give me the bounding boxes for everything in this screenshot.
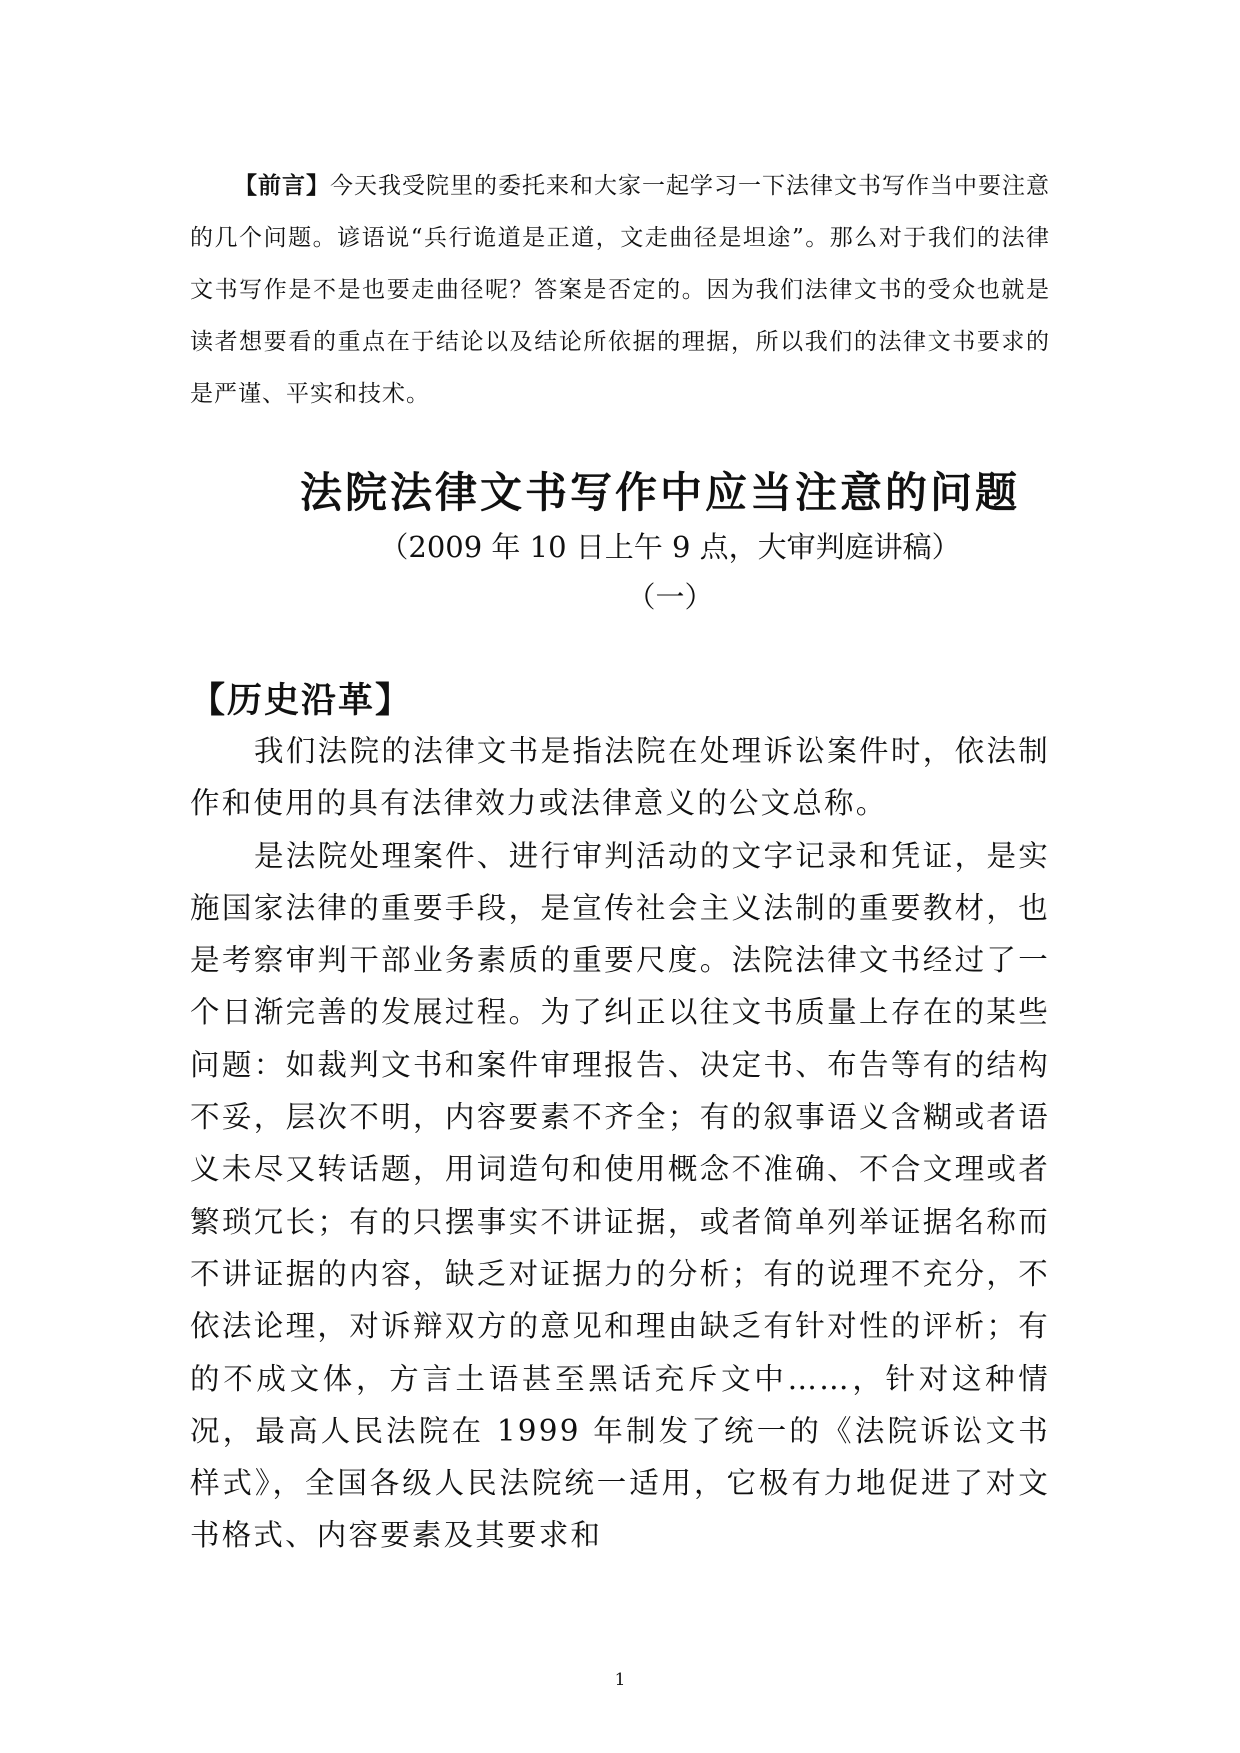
preface-tag: 【前言】	[234, 172, 330, 199]
part-number: （一）	[626, 580, 714, 614]
body-paragraph: 我们法院的法律文书是指法院在处理诉讼案件时，依法制作和使用的具有法律效力或法律意义的公文总称。	[190, 734, 1050, 821]
page-number: 1	[614, 1670, 626, 1690]
document-title: 法院法律文书写作中应当注意的问题	[299, 468, 1020, 517]
body-paragraph: 是法院处理案件、进行审判活动的文字记录和凭证，是实施国家法律的重要手段，是宣传社会主义法制的重要教材，也是考察审判干部业务素质的重要尺度。法院法律文书经过了一个日渐完善的发展过程。为了纠正以往文书质量上存在的某些问题：如裁判文书和案件审理报告、决定书、布告等有的结构不妥，层次不明，内容要素不齐全；有的叙事语义含糊或者语义未尽又转话题，用词造句和使用概念不准确、不合文理或者繁琐冗长；有的只摆事实不讲证据，或者简单列举证据名称而不讲证据的内容，缺乏对证据力的分析；有的说理不充分，不依法论理，对诉辩双方的意见和理由缺乏有针对性的评析；有的不成文体，方言土语甚至黑话充斥文中……，针对这种情况，最高人民法院在 1999 年制发了统一的《法院诉讼文书样式》，全国各级人民法院统一适用，它极有力地促进了对文书格式、内容要素及其要求和	[190, 838, 1050, 1553]
preface-text: 今天我受院里的委托来和大家一起学习一下法律文书写作当中要注意的几个问题。谚语说“兵行诡道是正道，文走曲径是坦途”。那么对于我们的法律文书写作是不是也要走曲径呢？答案是否定的。因为我们法律文书的受众也就是读者想要看的重点在于结论以及结论所依据的理据，所以我们的法律文书要求的是严谨、平实和技术。	[190, 173, 1050, 407]
section-body	[190, 725, 1050, 1562]
document-subtitle: （2009 年 10 日上午 9 点，大审判庭讲稿）	[379, 530, 961, 564]
section-heading: 【历史沿革】	[190, 680, 413, 721]
preface-paragraph	[190, 160, 1050, 420]
